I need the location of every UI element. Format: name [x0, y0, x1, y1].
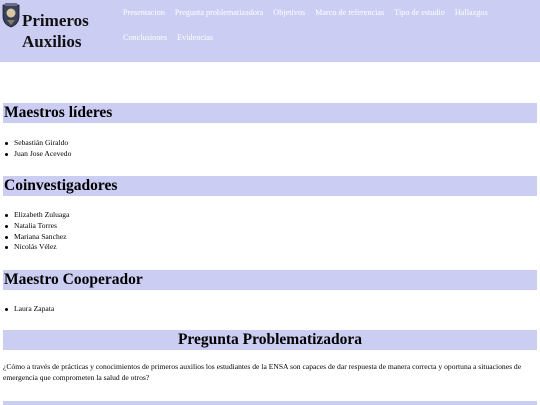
research-question-text: ¿Cómo a través de prácticas y conocimientos de primeros auxilios los estudiantes de la ENSA son capaces de dar respuesta de manera correcta y oportuna a situaciones de emergencia que comprometen la salud de otros?	[3, 362, 522, 382]
nav-link-presentacion[interactable]: Presentacion	[123, 8, 165, 17]
list-item: Mariana Sanchez	[4, 232, 69, 243]
nav-link-hallazgos[interactable]: Hallazgos	[454, 8, 488, 17]
section-title-coinvestigadores: Coinvestigadores	[4, 177, 118, 194]
section-header-pregunta	[3, 330, 537, 350]
section-title-lideres: Maestros líderes	[4, 104, 113, 121]
site-title[interactable]	[22, 10, 92, 52]
list-item: Natalia Torres	[4, 221, 69, 232]
list-item: Elizabeth Zuluaga	[4, 210, 69, 221]
list-item: Juan Jose Acevedo	[4, 149, 71, 160]
nav-link-pregunta-problematizadora[interactable]: Pregunta problematizadora	[174, 8, 264, 17]
school-crest-icon	[1, 2, 21, 28]
nav-link-conclusiones[interactable]: Conclusiones	[123, 33, 168, 42]
section-title-pregunta: Pregunta Problematizadora	[177, 331, 363, 348]
list-cooperador	[4, 304, 54, 315]
nav-link-objetivos[interactable]: Objetivos	[273, 8, 306, 17]
list-lideres	[4, 138, 71, 160]
list-item: Nicolás Vélez	[4, 242, 69, 253]
main-nav	[118, 6, 538, 56]
section-header-coinvestigadores	[3, 176, 537, 196]
section-title-cooperador: Maestro Cooperador	[4, 271, 143, 288]
section-header-cooperador	[3, 270, 537, 290]
nav-link-marco-de-referencias[interactable]: Marco de referencias	[315, 8, 385, 17]
site-title-line2: Auxilios	[22, 32, 82, 51]
list-item: Laura Zapata	[4, 304, 54, 315]
nav-link-evidencias[interactable]: Evidencias	[177, 33, 214, 42]
list-item: Sebastián Giraldo	[4, 138, 71, 149]
next-section-bar	[3, 401, 537, 405]
section-header-lideres	[3, 103, 537, 123]
nav-link-tipo-de-estudio[interactable]: Tipo de estudio	[394, 8, 445, 17]
list-coinvestigadores	[4, 210, 69, 253]
site-title-line1: Primeros	[22, 11, 89, 30]
site-header	[0, 0, 540, 62]
